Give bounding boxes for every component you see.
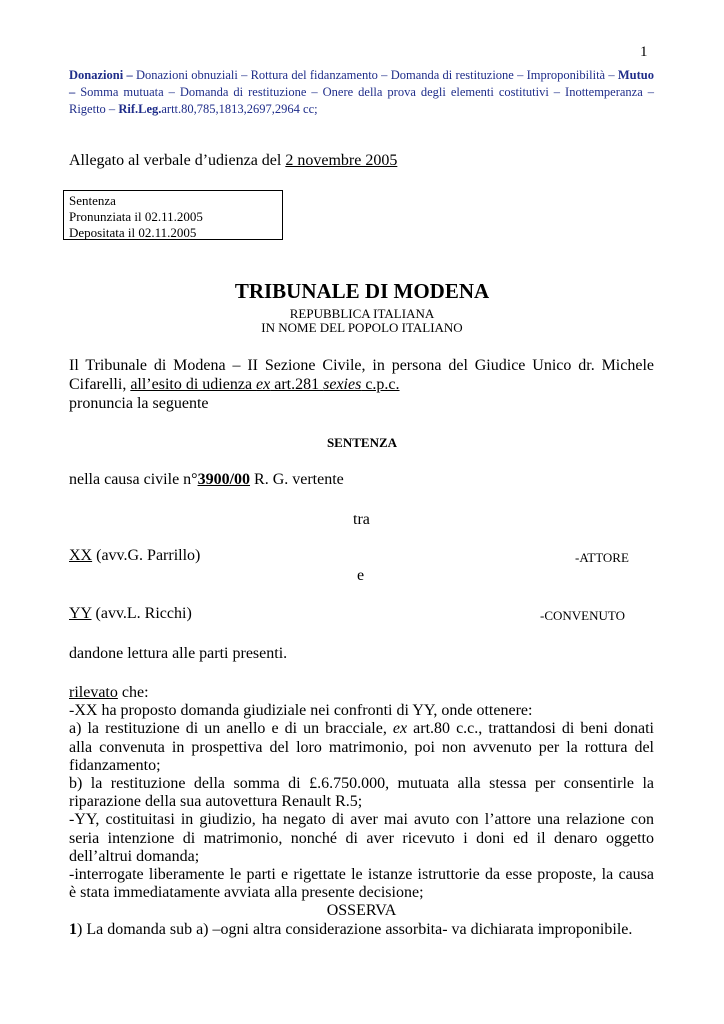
body-line-5: b) la restituzione della somma di £.6.750.000, mutuata alla stessa per consentirle la [69, 775, 654, 793]
body-line-7: -YY, costituitasi in giudizio, ha negato di aver mai avuto con l’attore una relazione con [69, 811, 654, 829]
body-line-12 [69, 921, 654, 939]
summary-donazioni-label: Donazioni – [69, 68, 133, 82]
causa-number: 3900/00 [197, 471, 251, 488]
intro-art: art.281 [270, 376, 324, 393]
rilevato-word: rilevato [69, 684, 118, 701]
e-word: e [357, 567, 365, 584]
l2-ex: ex [392, 720, 408, 738]
summary-donazioni-text: Donazioni obnuziali – Rottura del fidanzamento – Domanda di restituzione – Improponibilità – [132, 68, 615, 82]
point-number: 1 [69, 920, 77, 938]
allegato-date: 2 novembre 2005 [285, 152, 398, 169]
point-text: ) La domanda sub a) –ogni altra considerazione assorbita- va dichiarata improponibile. [77, 920, 633, 938]
body-line-rilevato [69, 684, 654, 702]
summary-rif-text: artt.80,785,1813,2697,2964 cc; [161, 102, 318, 116]
body-line-2 [69, 720, 654, 738]
party-attore [69, 547, 200, 565]
intro-text: Il Tribunale di Modena – II Sezione Civile, in persona del Giudice Unico dr. Michele Cifarelli, [69, 357, 654, 393]
court-subtitle-2: IN NOME DEL POPOLO ITALIANO [261, 320, 463, 335]
summary-mutuo-text: Somma mutuata – Domanda di restituzione – Onere della prova degli elementi costitutivi – [75, 85, 561, 99]
body-line-3: alla convenuta in prospettiva del loro matrimonio, poi non avvenuto per la rottura del [69, 738, 654, 756]
attore-role: -ATTORE [575, 550, 629, 565]
l2-a: a) la restituzione di un anello e di un bracciale, [69, 720, 393, 738]
body-line-1: -XX ha proposto domanda giudiziale nei confronti di YY, onde ottenere: [69, 702, 533, 720]
box-line-1: Sentenza [69, 193, 116, 208]
l2-b: art.80 c.c., trattandosi di beni donati [407, 720, 654, 738]
body-line-9: dell’altrui domanda; [69, 847, 200, 865]
che-word: che: [117, 684, 149, 701]
lettura-line: dandone lettura alle parti presenti. [69, 645, 288, 662]
box-line-3: Depositata il 02.11.2005 [69, 225, 197, 240]
intro-ex: ex [256, 376, 271, 393]
allegato-line [69, 152, 397, 170]
body-line-10: -interrogate liberamente le parti e rigettate le istanze istruttorie da esse proposte, la causa [69, 866, 654, 884]
intro-udienza [130, 376, 399, 393]
osserva-heading: OSSERVA [326, 902, 397, 920]
causa-prefix: nella causa civile n° [69, 471, 198, 488]
tra-word: tra [353, 511, 370, 528]
sentenza-heading: SENTENZA [326, 435, 398, 450]
summary-rif-label: Rif.Leg. [118, 102, 162, 116]
causa-suffix: R. G. vertente [250, 471, 344, 488]
page-number: 1 [640, 44, 648, 60]
body-line-4: fidanzamento; [69, 756, 161, 774]
intro-paragraph [69, 356, 654, 413]
case-summary [69, 67, 654, 118]
intro-u1: all’esito di udienza [130, 376, 257, 393]
convenuto-role: -CONVENUTO [540, 608, 625, 623]
attore-name: XX [69, 547, 93, 564]
attore-lawyer: (avv.G. Parrillo) [92, 547, 201, 564]
body-line-6: riparazione della sua autovettura Renault R.5; [69, 793, 363, 811]
allegato-prefix: Allegato al verbale d’udienza del [69, 152, 286, 169]
summary-mutuo-label: Mutuo – [69, 68, 654, 99]
body-line-8: seria intenzione di matrimonio, nonché di aver ricevuto i doni ed il denaro oggetto [69, 829, 654, 847]
intro-cpc: c.p.c. [361, 376, 400, 393]
party-convenuto [69, 605, 192, 623]
intro-sexies: sexies [323, 376, 362, 393]
box-line-2: Pronunziata il 02.11.2005 [69, 209, 203, 224]
summary-inott-text: Inottemperanza – Rigetto – [69, 85, 655, 116]
intro-pronuncia: pronuncia la seguente [69, 395, 209, 412]
sentenza-info-box [63, 190, 283, 240]
convenuto-lawyer: (avv.L. Ricchi) [91, 605, 192, 622]
body-line-11: è stata immediatamente avviata alla presente decisione; [69, 884, 424, 902]
causa-line [69, 471, 344, 489]
convenuto-name: YY [69, 605, 92, 622]
rilevato-section [69, 684, 654, 939]
court-subtitle-1: REPUBBLICA ITALIANA [289, 306, 435, 321]
court-title: TRIBUNALE DI MODENA [234, 279, 490, 303]
